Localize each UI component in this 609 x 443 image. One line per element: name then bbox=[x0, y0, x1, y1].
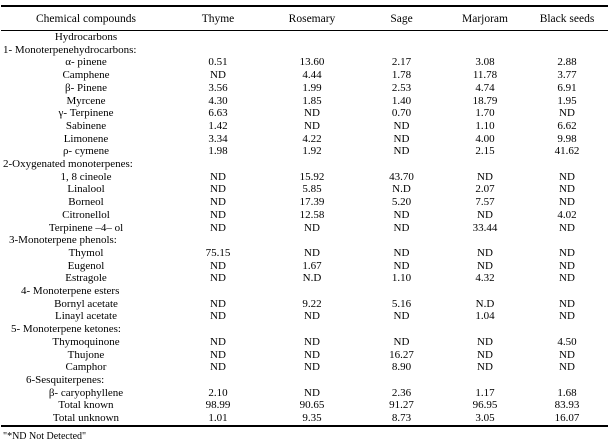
value-cell: ND bbox=[304, 361, 320, 374]
compound-name-cell: Thymoquinone bbox=[52, 335, 120, 348]
value-cell bbox=[171, 31, 265, 44]
value-cell bbox=[265, 285, 359, 298]
value-cell: ND bbox=[477, 170, 493, 183]
section-row bbox=[1, 323, 608, 336]
value-cell bbox=[444, 323, 526, 336]
column-header-0: Chemical compounds bbox=[36, 13, 136, 25]
section-row bbox=[1, 158, 608, 171]
total-row bbox=[1, 399, 608, 412]
value-cell: 1.68 bbox=[557, 386, 577, 399]
value-cell: 1.95 bbox=[557, 94, 577, 107]
table-header bbox=[1, 6, 608, 31]
compound-name-cell: Linayl acetate bbox=[55, 310, 117, 323]
value-cell: N.D bbox=[302, 272, 322, 285]
value-cell: 1.10 bbox=[475, 119, 495, 132]
value-cell: 1.99 bbox=[302, 81, 322, 94]
value-cell: 1.17 bbox=[475, 386, 495, 399]
compound-name-cell: Eugenol bbox=[67, 259, 105, 272]
value-cell: 3.77 bbox=[557, 69, 577, 82]
value-cell: 2.07 bbox=[475, 183, 495, 196]
value-cell: ND bbox=[559, 348, 575, 361]
value-cell: ND bbox=[210, 221, 226, 234]
value-cell: 98.99 bbox=[205, 399, 231, 412]
section-row bbox=[1, 44, 608, 57]
value-cell: 1.85 bbox=[302, 94, 322, 107]
section-row bbox=[1, 31, 608, 44]
value-cell bbox=[359, 285, 444, 298]
value-cell: 11.78 bbox=[472, 69, 498, 82]
value-cell: 1.10 bbox=[391, 272, 412, 285]
section-row bbox=[1, 285, 608, 298]
value-cell: ND bbox=[393, 208, 410, 221]
column-header-1: Thyme bbox=[201, 13, 235, 25]
compound-row bbox=[1, 361, 608, 374]
compound-row bbox=[1, 133, 608, 146]
value-cell bbox=[265, 31, 359, 44]
value-cell: 4.74 bbox=[475, 81, 495, 94]
column-header-4: Marjoram bbox=[462, 13, 508, 25]
value-cell bbox=[171, 374, 265, 387]
compound-name-cell: Estragole bbox=[65, 272, 107, 285]
value-cell: ND bbox=[559, 361, 575, 374]
value-cell: ND bbox=[210, 361, 226, 374]
compound-row bbox=[1, 69, 608, 82]
value-cell: 6.62 bbox=[557, 119, 577, 132]
value-cell bbox=[444, 158, 526, 171]
value-cell: ND bbox=[210, 310, 226, 323]
value-cell bbox=[265, 234, 359, 247]
compound-name-cell: Citronellol bbox=[62, 208, 110, 221]
compound-row bbox=[1, 336, 608, 349]
value-cell bbox=[526, 285, 608, 298]
value-cell: 2.36 bbox=[391, 386, 412, 399]
compound-row bbox=[1, 196, 608, 209]
value-cell: 4.50 bbox=[557, 335, 577, 348]
value-cell: 9.35 bbox=[302, 412, 322, 425]
compound-name-cell: Limonene bbox=[63, 132, 109, 145]
value-cell bbox=[171, 285, 265, 298]
value-cell: 0.51 bbox=[208, 56, 228, 69]
value-cell: 6.63 bbox=[208, 107, 228, 120]
value-cell bbox=[526, 158, 608, 171]
value-cell: 3.05 bbox=[475, 412, 495, 425]
value-cell bbox=[171, 44, 265, 57]
value-cell: 16.07 bbox=[554, 412, 580, 425]
compound-row bbox=[1, 145, 608, 158]
value-cell: ND bbox=[559, 183, 575, 196]
value-cell: ND bbox=[393, 335, 410, 348]
value-cell: 83.93 bbox=[554, 399, 580, 412]
total-row bbox=[1, 412, 608, 426]
value-cell: 2.10 bbox=[208, 386, 228, 399]
compound-row bbox=[1, 298, 608, 311]
value-cell bbox=[359, 234, 444, 247]
value-cell: 16.27 bbox=[389, 348, 414, 361]
value-cell: 2.53 bbox=[391, 81, 412, 94]
value-cell: ND bbox=[559, 107, 575, 120]
value-cell: 6.91 bbox=[557, 81, 577, 94]
value-cell: ND bbox=[210, 208, 226, 221]
value-cell: ND bbox=[559, 297, 575, 310]
value-cell: 4.22 bbox=[302, 132, 322, 145]
value-cell: 2.17 bbox=[391, 56, 412, 69]
value-cell bbox=[265, 158, 359, 171]
compounds-table bbox=[1, 5, 608, 427]
value-cell bbox=[359, 44, 444, 57]
compound-row bbox=[1, 247, 608, 260]
value-cell: 5.16 bbox=[391, 297, 412, 310]
value-cell bbox=[526, 374, 608, 387]
value-cell: ND bbox=[477, 246, 493, 259]
value-cell: 41.62 bbox=[554, 145, 580, 158]
value-cell: ND bbox=[210, 183, 226, 196]
compound-row bbox=[1, 107, 608, 120]
value-cell: 15.92 bbox=[299, 170, 325, 183]
value-cell: 5.85 bbox=[302, 183, 322, 196]
value-cell: 9.98 bbox=[557, 132, 577, 145]
value-cell: ND bbox=[210, 259, 226, 272]
value-cell: ND bbox=[304, 119, 320, 132]
value-cell bbox=[359, 323, 444, 336]
value-cell: 3.08 bbox=[475, 56, 495, 69]
value-cell bbox=[444, 31, 526, 44]
value-cell: ND bbox=[304, 246, 320, 259]
value-cell: ND bbox=[559, 310, 575, 323]
value-cell: ND bbox=[210, 335, 226, 348]
value-cell: ND bbox=[304, 335, 320, 348]
value-cell: ND bbox=[477, 361, 493, 374]
value-cell: 8.73 bbox=[391, 412, 412, 425]
compound-name-cell: Total known bbox=[58, 399, 114, 412]
compound-row bbox=[1, 56, 608, 69]
value-cell: ND bbox=[393, 246, 410, 259]
column-header-5: Black seeds bbox=[539, 13, 595, 25]
value-cell bbox=[444, 44, 526, 57]
value-cell: 3.56 bbox=[208, 81, 228, 94]
value-cell bbox=[265, 374, 359, 387]
value-cell: ND bbox=[477, 259, 493, 272]
value-cell: 7.57 bbox=[475, 196, 495, 209]
compound-name-cell: 6-Sesquiterpenes: bbox=[26, 373, 105, 386]
compound-name-cell: 3-Monoterpene phenols: bbox=[9, 234, 117, 247]
value-cell: ND bbox=[210, 69, 226, 82]
value-cell: 1.40 bbox=[391, 94, 412, 107]
value-cell: 18.79 bbox=[472, 94, 498, 107]
value-cell: ND bbox=[559, 272, 575, 285]
value-cell: 1.01 bbox=[208, 412, 228, 425]
value-cell: 4.32 bbox=[475, 272, 495, 285]
compound-name-cell: β- Pinene bbox=[65, 81, 107, 94]
compound-name-cell: Hydrocarbons bbox=[54, 31, 118, 43]
value-cell: 2.15 bbox=[475, 145, 495, 158]
compound-name-cell: Linalool bbox=[67, 183, 105, 196]
table-body bbox=[1, 31, 608, 426]
value-cell: ND bbox=[477, 208, 493, 221]
compound-name-cell: ρ- cymene bbox=[62, 145, 110, 158]
value-cell: 96.95 bbox=[472, 399, 498, 412]
compound-name-cell: Thymol bbox=[68, 246, 104, 259]
value-cell: ND bbox=[304, 310, 320, 323]
compound-name-cell: Myrcene bbox=[66, 94, 106, 107]
value-cell: N.D bbox=[392, 183, 411, 196]
value-cell: ND bbox=[304, 221, 320, 234]
value-cell bbox=[526, 44, 608, 57]
compound-row bbox=[1, 171, 608, 184]
compound-name-cell: β- caryophyllene bbox=[48, 386, 124, 399]
value-cell: 8.90 bbox=[391, 361, 412, 374]
compound-row bbox=[1, 209, 608, 222]
value-cell: ND bbox=[393, 132, 410, 145]
compound-name-cell: Terpinene –4– ol bbox=[48, 221, 124, 234]
value-cell: 13.60 bbox=[299, 56, 325, 69]
value-cell bbox=[171, 323, 265, 336]
value-cell: 1.04 bbox=[475, 310, 495, 323]
value-cell: 2.88 bbox=[557, 56, 577, 69]
value-cell bbox=[526, 323, 608, 336]
compound-name-cell: 2-Oxygenated monoterpenes: bbox=[3, 158, 133, 171]
compound-name-cell: Sabinene bbox=[65, 119, 107, 132]
value-cell: ND bbox=[210, 272, 226, 285]
compound-name-cell: Bornyl acetate bbox=[54, 297, 118, 310]
value-cell bbox=[444, 285, 526, 298]
compound-name-cell: 5- Monoterpene ketones: bbox=[11, 323, 121, 336]
value-cell: 4.30 bbox=[208, 94, 228, 107]
compound-row bbox=[1, 120, 608, 133]
value-cell bbox=[444, 234, 526, 247]
value-cell: ND bbox=[210, 297, 226, 310]
value-cell bbox=[171, 158, 265, 171]
value-cell: ND bbox=[559, 246, 575, 259]
value-cell: ND bbox=[393, 119, 410, 132]
value-cell bbox=[444, 374, 526, 387]
value-cell: 43.70 bbox=[389, 170, 414, 183]
value-cell: ND bbox=[559, 259, 575, 272]
value-cell: 1.70 bbox=[475, 107, 495, 120]
compound-name-cell: 4- Monoterpene esters bbox=[21, 285, 120, 298]
value-cell: 5.20 bbox=[391, 196, 412, 209]
value-cell: N.D bbox=[475, 297, 495, 310]
value-cell bbox=[359, 31, 444, 44]
compound-row bbox=[1, 310, 608, 323]
value-cell: ND bbox=[559, 221, 575, 234]
value-cell bbox=[359, 374, 444, 387]
footnote: "*ND Not Detected" bbox=[3, 430, 87, 442]
value-cell: 0.70 bbox=[391, 107, 412, 120]
value-cell: 9.22 bbox=[302, 297, 322, 310]
compound-row bbox=[1, 95, 608, 108]
value-cell: ND bbox=[393, 310, 410, 323]
value-cell: 17.39 bbox=[299, 196, 325, 209]
compound-name-cell: Camphor bbox=[65, 361, 107, 374]
value-cell bbox=[526, 234, 608, 247]
value-cell: ND bbox=[210, 170, 226, 183]
value-cell: ND bbox=[210, 196, 226, 209]
value-cell: ND bbox=[304, 107, 320, 120]
value-cell: 1.92 bbox=[302, 145, 322, 158]
value-cell bbox=[359, 158, 444, 171]
compound-name-cell: Thujone bbox=[67, 348, 105, 361]
value-cell: ND bbox=[210, 348, 226, 361]
compound-row bbox=[1, 222, 608, 235]
value-cell: 1.67 bbox=[302, 259, 322, 272]
value-cell bbox=[265, 44, 359, 57]
compound-name-cell: α- pinene bbox=[65, 56, 107, 69]
compound-name-cell: γ- Terpinene bbox=[58, 107, 114, 120]
value-cell: ND bbox=[304, 348, 320, 361]
value-cell: ND bbox=[477, 335, 493, 348]
value-cell: 4.02 bbox=[557, 208, 577, 221]
compound-name-cell: Borneol bbox=[68, 196, 104, 209]
value-cell: 4.44 bbox=[302, 69, 322, 82]
value-cell: ND bbox=[393, 221, 410, 234]
value-cell bbox=[265, 323, 359, 336]
column-header-3: Sage bbox=[390, 13, 413, 25]
compound-row bbox=[1, 349, 608, 362]
compound-row bbox=[1, 272, 608, 285]
value-cell: 4.00 bbox=[475, 132, 495, 145]
value-cell bbox=[526, 31, 608, 44]
value-cell: 12.58 bbox=[299, 208, 325, 221]
value-cell: 33.44 bbox=[472, 221, 498, 234]
value-cell: 90.65 bbox=[299, 399, 325, 412]
value-cell: ND bbox=[559, 170, 575, 183]
value-cell: 1.42 bbox=[208, 119, 228, 132]
value-cell: ND bbox=[393, 259, 410, 272]
compound-name-cell: Camphene bbox=[62, 69, 110, 82]
header-row bbox=[1, 6, 608, 31]
compound-name-cell: Total unknown bbox=[52, 412, 120, 425]
value-cell: 1.78 bbox=[391, 69, 412, 82]
value-cell: ND bbox=[304, 386, 320, 399]
section-row bbox=[1, 234, 608, 247]
column-header-2: Rosemary bbox=[288, 13, 336, 25]
compound-row bbox=[1, 387, 608, 400]
compound-row bbox=[1, 82, 608, 95]
value-cell: ND bbox=[393, 145, 410, 158]
section-row bbox=[1, 374, 608, 387]
compound-name-cell: 1, 8 cineole bbox=[60, 170, 112, 183]
value-cell: ND bbox=[559, 196, 575, 209]
value-cell bbox=[171, 234, 265, 247]
value-cell: 1.98 bbox=[208, 145, 228, 158]
value-cell: 3.34 bbox=[208, 132, 228, 145]
compound-row bbox=[1, 183, 608, 196]
compound-row bbox=[1, 260, 608, 273]
value-cell: ND bbox=[477, 348, 493, 361]
value-cell: 91.27 bbox=[389, 399, 414, 412]
value-cell: 75.15 bbox=[205, 246, 231, 259]
compound-name-cell: 1- Monoterpenehydrocarbons: bbox=[3, 43, 137, 56]
